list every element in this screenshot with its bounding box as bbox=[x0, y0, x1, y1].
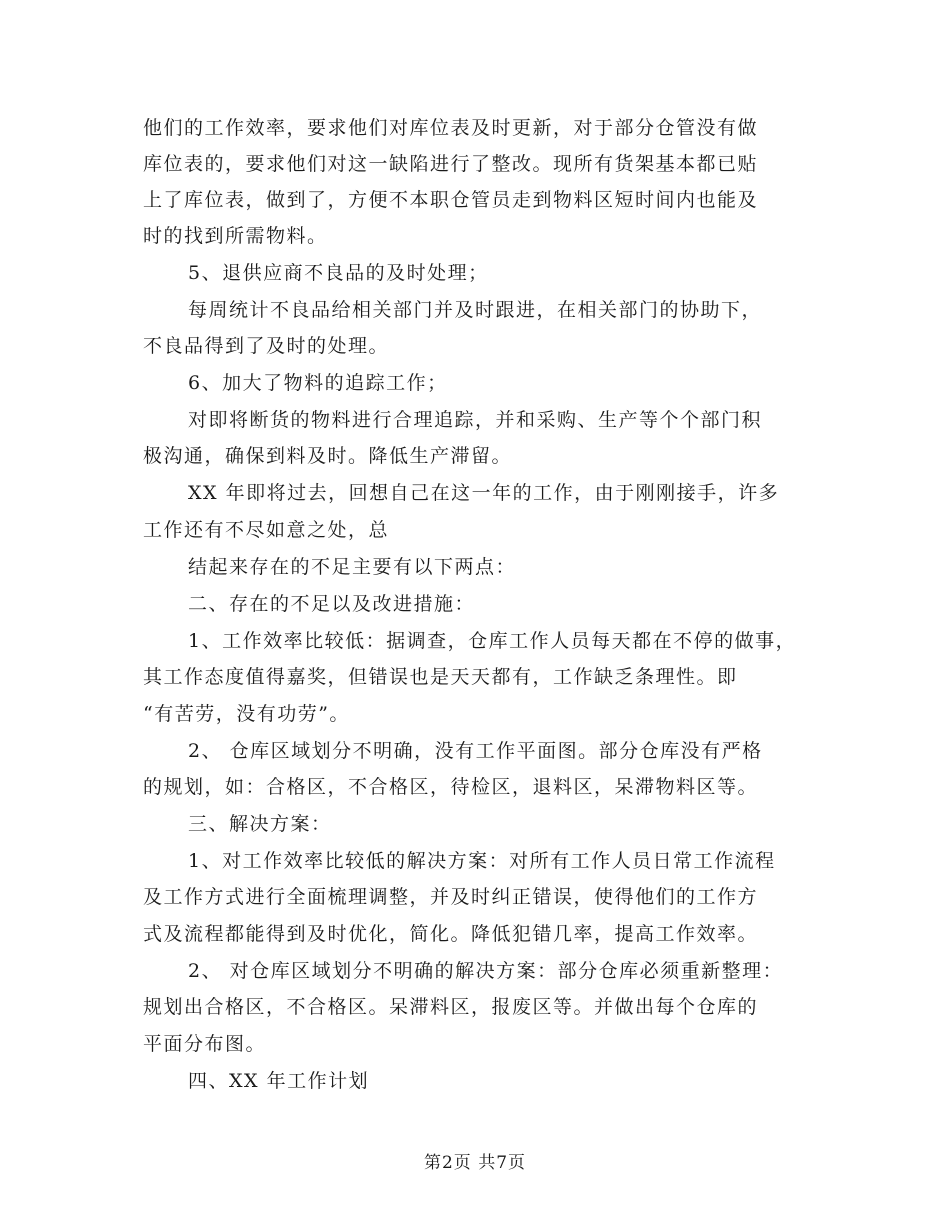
text-line: 极沟通，确保到料及时。降低生产滞留。 bbox=[143, 445, 513, 467]
page-footer bbox=[0, 1152, 950, 1174]
section-heading: 5、退供应商不良品的及时处理； bbox=[188, 262, 489, 284]
section-heading: 三、解决方案： bbox=[188, 813, 332, 835]
text-line: XX 年即将过去，回想自己在这一年的工作，由于刚刚接手，许多 bbox=[188, 482, 780, 504]
text-line: 其工作态度值得嘉奖，但错误也是天天都有，工作缺乏条理性。即 bbox=[143, 666, 738, 688]
section-heading: 二、存在的不足以及改进措施： bbox=[188, 593, 476, 615]
text-line: 及工作方式进行全面梳理调整，并及时纠正错误，使得他们的工作方 bbox=[143, 886, 759, 908]
footer-prefix: 第 bbox=[423, 1153, 442, 1173]
text-line: 式及流程都能得到及时优化，简化。降低犯错几率，提高工作效率。 bbox=[143, 923, 759, 945]
section-heading: 四、XX 年工作计划 bbox=[188, 1070, 370, 1092]
text-line: 结起来存在的不足主要有以下两点： bbox=[188, 556, 517, 578]
text-line: 的规划，如：合格区，不合格区，待检区，退料区，呆滞物料区等。 bbox=[143, 776, 759, 798]
text-line: 每周统计不良品给相关部门并及时跟进，在相关部门的协助下， bbox=[188, 299, 763, 321]
footer-suffix: 页 bbox=[508, 1153, 527, 1173]
text-line: 时的找到所需物料。 bbox=[143, 225, 328, 247]
text-line: 上了库位表，做到了，方便不本职仓管员走到物料区短时间内也能及 bbox=[143, 189, 759, 211]
text-line: 不良品得到了及时的处理。 bbox=[143, 335, 390, 357]
text-line: 2、 对仓库区域划分不明确的解决方案：部分仓库必须重新整理： bbox=[188, 960, 784, 982]
footer-middle: 页 共 bbox=[453, 1153, 497, 1173]
text-line: 1、对工作效率比较低的解决方案：对所有工作人员日常工作流程 bbox=[188, 850, 776, 872]
text-line: 对即将断货的物料进行合理追踪，并和采购、生产等个个部门积 bbox=[188, 409, 763, 431]
text-line: 他们的工作效率，要求他们对库位表及时更新，对于部分仓管没有做 bbox=[143, 117, 759, 139]
text-line: 库位表的，要求他们对这一缺陷进行了整改。现所有货架基本都已贴 bbox=[143, 153, 759, 175]
total-pages-number: 7 bbox=[496, 1153, 509, 1173]
text-line: 工作还有不尽如意之处，总 bbox=[143, 519, 390, 541]
text-line: 2、 仓库区域划分不明确，没有工作平面图。部分仓库没有严格 bbox=[188, 740, 763, 762]
current-page-number: 2 bbox=[441, 1153, 454, 1173]
text-line: 平面分布图。 bbox=[143, 1033, 267, 1055]
section-heading: 6、加大了物料的追踪工作； bbox=[188, 372, 448, 394]
text-line: 规划出合格区，不合格区。呆滞料区，报废区等。并做出每个仓库的 bbox=[143, 996, 759, 1018]
text-line: 1、工作效率比较低：据调查，仓库工作人员每天都在不停的做事， bbox=[188, 630, 797, 652]
text-line: “有苦劳，没有功劳”。 bbox=[143, 703, 350, 725]
